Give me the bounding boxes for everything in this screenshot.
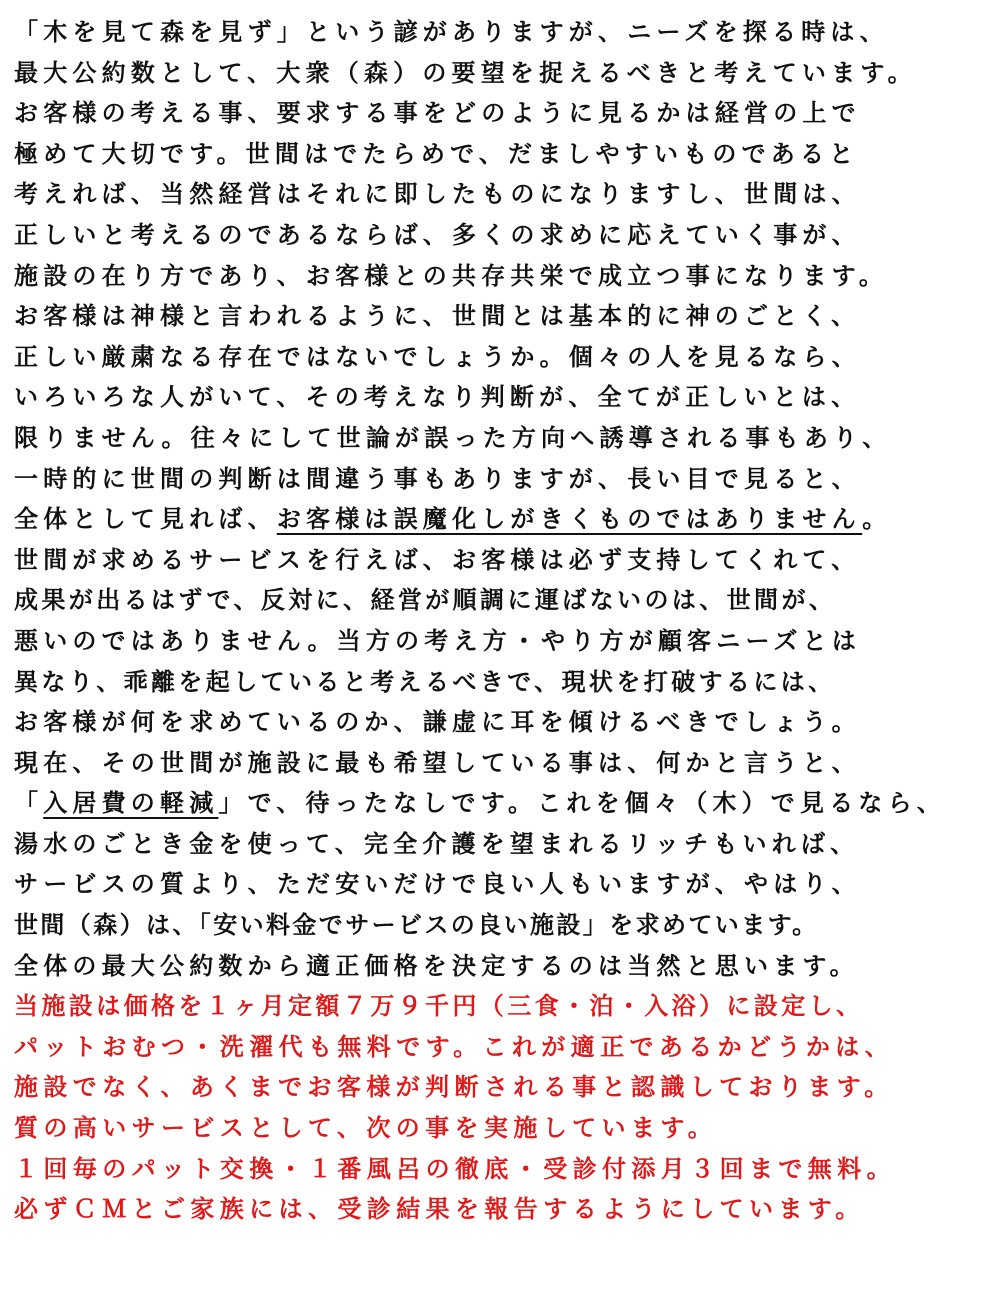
- text-line: お客様が何を求めているのか、謙虚に耳を傾けるべきでしょう。: [14, 708, 861, 737]
- text-line: 最大公約数として、大衆（森）の要望を捉えるべきと考えています。: [14, 58, 917, 87]
- text-line: 考えれば、当然経営はそれに即したものになりますし、世間は、: [14, 180, 861, 209]
- text-line-with-emphasis: [14, 499, 994, 540]
- red-text-line: 質の高いサービスとして、次の事を実施しています。: [14, 1114, 718, 1143]
- text-line: 現在、その世間が施設に最も希望している事は、何かと言うと、: [14, 748, 861, 777]
- text-line: 世間が求めるサービスを行えば、お客様は必ず支持してくれて、: [14, 545, 861, 574]
- text-line: お客様は神様と言われるように、世間とは基本的に神のごとく、: [14, 302, 861, 331]
- text-line: 正しい厳粛なる存在ではないでしょうか。個々の人を見るなら、: [14, 342, 861, 371]
- text-line: 悪いのではありません。当方の考え方・やり方が顧客ニーズとは: [14, 626, 862, 655]
- red-text-line: 必ずＣＭとご家族には、受診結果を報告するようにしています。: [14, 1195, 865, 1224]
- red-text-line: １回毎のパット交換・１番風呂の徹底・受診付添月３回まで無料。: [14, 1154, 896, 1183]
- red-text-line: 施設でなく、あくまでお客様が判断される事と認識しております。: [14, 1073, 894, 1102]
- text-line: 世間（森）は、「安い料金でサービスの良い施設」を求めています。: [14, 911, 819, 940]
- red-text-line: パットおむつ・洗濯代も無料です。これが適正であるかどうかは、: [14, 1032, 895, 1061]
- text-line-with-emphasis: [14, 783, 994, 824]
- text-line: 成果が出るはずで、反対に、経営が順調に運ばないのは、世間が、: [14, 586, 837, 615]
- line-rest: 」で、待ったなしです。これを個々（木）で見るなら、: [218, 789, 947, 818]
- text-line: 限りません。往々にして世論が誤った方向へ誘導される事もあり、: [14, 423, 892, 452]
- text-line: サービスの質より、ただ安いだけで良い人もいますが、やはり、: [14, 870, 861, 899]
- line-suffix: 。: [862, 505, 892, 534]
- text-line: お客様の考える事、要求する事をどのように見るかは経営の上で: [14, 99, 861, 128]
- underlined-phrase: 入居費の軽減: [43, 789, 219, 818]
- line-prefix: 全体として見れば、: [14, 505, 277, 534]
- text-line: 正しいと考えるのであるならば、多くの求めに応えていく事が、: [14, 220, 861, 249]
- document-body: [14, 12, 994, 1230]
- red-text-line: 当施設は価格を１ヶ月定額７万９千円（三食・泊・入浴）に設定し、: [14, 992, 864, 1021]
- text-line: 異なり、乖離を起していると考えるべきで、現状を打破するには、: [14, 667, 836, 696]
- text-line: 施設の在り方であり、お客様との共存共栄で成立つ事になります。: [14, 261, 889, 290]
- text-line: 「木を見て森を見ず」という諺がありますが、ニーズを探る時は、: [14, 18, 889, 46]
- text-line: いろいろな人がいて、その考えなり判断が、全てが正しいとは、: [14, 383, 861, 412]
- text-line: 一時的に世間の判断は間違う事もありますが、長い目で見ると、: [14, 464, 861, 493]
- open-bracket: 「: [14, 789, 44, 818]
- text-line: 極めて大切です。世間はでたらめで、だましやすいものであると: [14, 139, 859, 168]
- underlined-phrase: お客様は誤魔化しがきくものではありません: [276, 505, 863, 534]
- text-line: 湯水のごとき金を使って、完全介護を望まれるリッチもいれば、: [14, 829, 860, 858]
- text-line: 全体の最大公約数から適正価格を決定するのは当然と思います。: [14, 951, 859, 980]
